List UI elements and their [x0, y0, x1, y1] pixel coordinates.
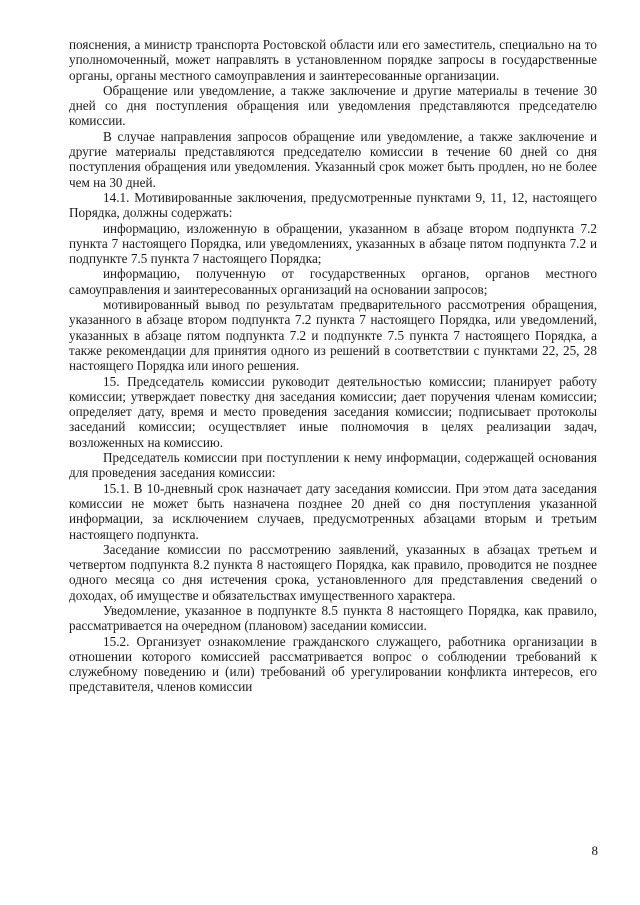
paragraph: пояснения, а министр транспорта Ростовской области или его заместитель, специально на то уполномоченный, может направлять в установленном порядке запросы в государственные органы, органы местного самоуправления и заинтересованные организации.: [69, 37, 597, 83]
paragraph: 15.2. Организует ознакомление гражданского служащего, работника организации в отношении которого комиссией рассматривается вопрос о соблюдении требований к служебному поведению и (или) требований об урегулировании конфликта интересов, его представителя, членов комиссии: [69, 633, 597, 695]
document-body: [69, 37, 597, 695]
page-number: 8: [591, 843, 598, 858]
paragraph: 15. Председатель комиссии руководит деятельностью комиссии; планирует работу комиссии; утверждает повестку дня заседания комиссии; дает поручения членам комиссии; определяет дату, время и место проведения заседания комиссии; подписывает протоколы заседаний комиссии; осуществляет иные полномочия в целях реализации задач, возложенных на комиссию.: [69, 373, 597, 450]
paragraph: информацию, изложенную в обращении, указанном в абзаце втором подпункта 7.2 пункта 7 настоящего Порядка, или уведомлениях, указанных в абзаце пятом подпункта 7.2 и подпункте 7.5 пункта 7 настоящего Порядка;: [69, 220, 597, 267]
paragraph: Председатель комиссии при поступлении к нему информации, содержащей основания для проведения заседания комиссии:: [69, 450, 597, 481]
paragraph: 15.1. В 10-дневный срок назначает дату заседания комиссии. При этом дата заседания комиссии не может быть назначена позднее 20 дней со дня поступления указанной информации, за исключением случаев, предусмотренных абзацами вторым и третьим настоящего подпункта.: [69, 480, 597, 542]
paragraph: 14.1. Мотивированные заключения, предусмотренные пунктами 9, 11, 12, настоящего Порядка, должны содержать:: [69, 189, 597, 221]
paragraph: Уведомление, указанное в подпункте 8.5 пункта 8 настоящего Порядка, как правило, рассматривается на очередном (плановом) заседании комиссии.: [69, 602, 597, 634]
paragraph: мотивированный вывод по результатам предварительного рассмотрения обращения, указанного в абзаце втором подпункта 7.2 пункта 7 настоящего Порядка, или уведомлений, указанных в абзаце пятом подпункта 7.2 и подпункте 7.5 пункта 7 настоящего Порядка, а также рекомендации для принятия одного из решений в соответствии с пунктами 22, 25, 28 настоящего Порядка или иного решения.: [69, 297, 597, 374]
paragraph: В случае направления запросов обращение или уведомление, а также заключение и другие материалы представляются председателю комиссии в течение 60 дней со дня поступления обращения или уведомления. Указанный срок может быть продлен, но не более чем на 30 дней.: [69, 128, 597, 190]
paragraph: информацию, полученную от государственных органов, органов местного самоуправления и заинтересованных организаций на основании запросов;: [69, 266, 597, 297]
paragraph: Заседание комиссии по рассмотрению заявлений, указанных в абзацах третьем и четвертом подпункта 8.2 пункта 8 настоящего Порядка, как правило, проводится не позднее одного месяца со дня истечения срока, установленного для представления сведений о доходах, об имуществе и обязательствах имущественного характера.: [69, 541, 597, 603]
paragraph: Обращение или уведомление, а также заключение и другие материалы в течение 30 дней со дня поступления обращения или уведомления представляются председателю комиссии.: [69, 82, 597, 129]
